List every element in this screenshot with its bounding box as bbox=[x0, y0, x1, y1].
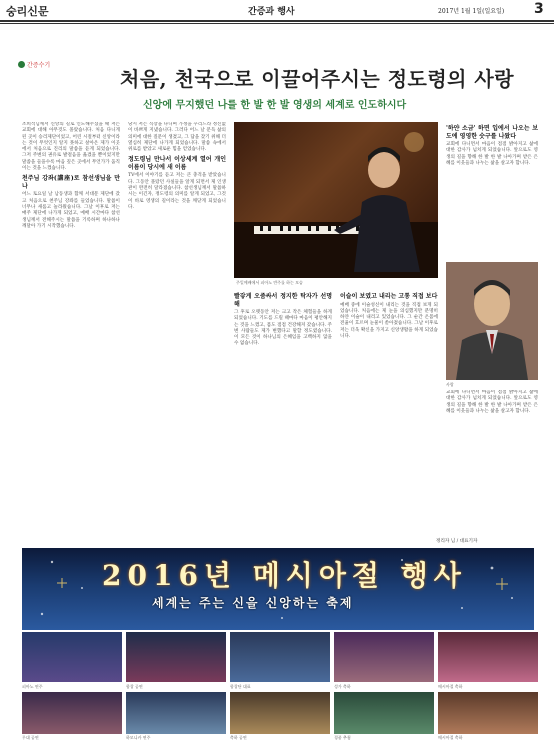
event-photo bbox=[22, 632, 122, 682]
event-photo bbox=[126, 692, 226, 734]
event-photo-caption: 피아노 연주 bbox=[22, 684, 43, 689]
paragraph: 교회에 다니면서 마음이 점점 밝아지고 삶에 대한 감사가 넘치게 되었습니다. 앞으로도 영생의 길을 향해 한 발 한 발 나아가며 받은 은혜를 이웃들과 나누는 삶을 살고자 합니다. bbox=[446, 142, 538, 166]
section-heading: 정도령님 만나서 이상세계 열어 개인 이름이 당시에 새 이름 bbox=[128, 156, 226, 171]
masthead-rule-thin bbox=[0, 23, 554, 24]
article-photo-man bbox=[446, 262, 538, 380]
article-column-6 bbox=[446, 390, 538, 532]
page-number: 3 bbox=[534, 1, 544, 17]
masthead-rule bbox=[0, 20, 554, 22]
kicker-bullet-icon bbox=[18, 61, 25, 68]
photo-caption: 주일예배에서 피아노 반주를 하는 모습 bbox=[236, 280, 303, 285]
photo-caption-man: 사랑 bbox=[446, 382, 454, 387]
section-heading: 이슬이 보였고 내리는 고통 직접 보다 bbox=[340, 293, 438, 300]
event-banner bbox=[22, 548, 534, 630]
article-photo-pianist bbox=[234, 122, 438, 278]
event-photo bbox=[438, 632, 538, 682]
event-photo-caption: 메시아절 축하 bbox=[438, 684, 463, 689]
event-photo bbox=[230, 632, 330, 682]
kicker-label: 간증수기 bbox=[27, 62, 51, 69]
event-photo-caption: 성가 축하 bbox=[334, 684, 351, 689]
event-photo-caption: 합창단 대표 bbox=[230, 684, 251, 689]
event-photo bbox=[334, 632, 434, 682]
section-heading: 천주님 강좌(講座)로 참선생님을 만나 bbox=[22, 175, 120, 190]
section-heading: 빨갛게 오줌싸서 정지한 탁자가 선명해 bbox=[234, 293, 332, 308]
paragraph: 그 후로 오랫동안 저는 크고 작은 체험들을 하게 되었습니다. 기도를 드릴 때마다 마음이 평안해지는 것을 느꼈고, 몸도 점점 건강해져 갔습니다. 주변 사람들도 제가 변했다고 말할 정도였습니다. 이 모든 것이 하나님의 은혜임을 고백하지 않을 수 없습니다. bbox=[234, 310, 332, 347]
event-photo bbox=[126, 632, 226, 682]
event-photo bbox=[334, 692, 434, 734]
event-photo-caption: 메시아절 축하 bbox=[438, 735, 463, 740]
article-headline: 처음, 천국으로 이끌어주시는 정도령의 사랑 bbox=[120, 67, 515, 91]
event-photo bbox=[438, 692, 538, 734]
article-column-5 bbox=[446, 122, 538, 258]
pianist-illustration bbox=[234, 122, 438, 278]
paper-name: 숭리신문 bbox=[6, 5, 49, 18]
event-subtitle: 세계는 주는 신을 신앙하는 축제 bbox=[152, 596, 354, 610]
section-name: 간증과 행사 bbox=[248, 7, 295, 17]
paragraph: 조희석님께서 신앙의 길로 인도해주셨을 때 저는 교회에 대해 아무것도 몰랐습니다. 처음 다니게 된 곳이 승리제단이었고, 어린 시절부터 신앙이라는 것이 무엇인지 알지 못하고 살아온 제가 이곳에서 처음으로 진리의 말씀을 듣게 되었습니다. 그저 주변의 권유로 발걸음을 옮겼을 뿐이었지만 말씀을 들을수록 마음 깊은 곳에서 무언가가 움직이는 것을 느꼈습니다. bbox=[22, 122, 120, 172]
event-photo-caption: 하모니카 연주 bbox=[126, 735, 151, 740]
publication-date: 2017년 1월 1일(일요일) bbox=[438, 8, 505, 15]
paragraph: 당시 저는 직장을 다니며 가정을 꾸리느라 정신없이 바쁘게 지냈습니다. 그러다 어느 날 문득 삶의 의미에 대한 질문이 생겼고, 그 답을 찾기 위해 더 열심히 제단에 나가게 되었습니다. 말씀 속에서 위로를 받았고 새로운 힘을 얻었습니다. bbox=[128, 122, 226, 153]
article-kicker bbox=[18, 60, 50, 69]
article-subheadline: 신앙에 무지했던 나를 한 발 한 발 영생의 세계로 인도하시다 bbox=[143, 100, 407, 111]
event-photo bbox=[22, 692, 122, 734]
paragraph: 교회에 다니면서 마음이 점점 밝아지고 삶에 대한 감사가 넘치게 되었습니다. 앞으로도 영생의 길을 향해 한 발 한 발 나아가며 받은 은혜를 이웃들과 나누는 삶을 살고자 합니다. bbox=[446, 390, 538, 414]
paragraph: TV에서 이야기를 듣고 저는 큰 충격을 받았습니다. 그동안 몰랐던 사실들을 알게 되면서 제 인생관이 완전히 달라졌습니다. 참선생님께서 말씀하시는 이긴자, 정도령의 의미를 알게 되었고, 그것이 바로 영생의 길이라는 것을 깨닫게 되었습니다. bbox=[128, 173, 226, 210]
section-heading: '하얀 소금' 하면 입에서 나오는 보도에 영영한 숫구를 나왔다 bbox=[446, 125, 538, 140]
article-column-4 bbox=[340, 290, 438, 540]
event-photo-caption: 무대 공연 bbox=[22, 735, 39, 740]
event-title: 2016년 메시아절 행사 bbox=[102, 559, 467, 592]
event-photo bbox=[230, 692, 330, 734]
article-column-3 bbox=[234, 290, 332, 540]
article-byline: 정리자 님 / 대표기자 bbox=[436, 539, 478, 544]
article-column-1 bbox=[22, 122, 120, 540]
event-photo-caption: 합창 공연 bbox=[126, 684, 143, 689]
event-photo-caption: 경품 추첨 bbox=[334, 735, 351, 740]
event-photo-caption: 축하 공연 bbox=[230, 735, 247, 740]
masthead bbox=[0, 0, 554, 22]
article-column-2 bbox=[128, 122, 226, 540]
paragraph: 예배 중에 이슬성신이 내리는 것을 직접 보게 되었습니다. 처음에는 제 눈을 의심했지만 분명히 하얀 이슬이 내리고 있었습니다. 그 순간 온몸에 전율이 흐르며 눈물이 쏟아졌습니다. 그날 이후로 저는 더욱 확신을 가지고 신앙생활을 하게 되었습니다. bbox=[340, 302, 438, 339]
man-portrait-illustration bbox=[446, 262, 538, 380]
paragraph: 어느 토요일 날 남동생과 함께 서대문 제단에 갔고 처음으로 천주님 강좌를 들었습니다. 말씀이 너무나 새롭고 놀라웠습니다. 그날 이후로 저는 매주 제단에 나가게 되었고, 예배 시간마다 참선생님께서 전해주시는 말씀을 기록하며 하나하나 깨달아 가기 시작했습니다. bbox=[22, 192, 120, 229]
